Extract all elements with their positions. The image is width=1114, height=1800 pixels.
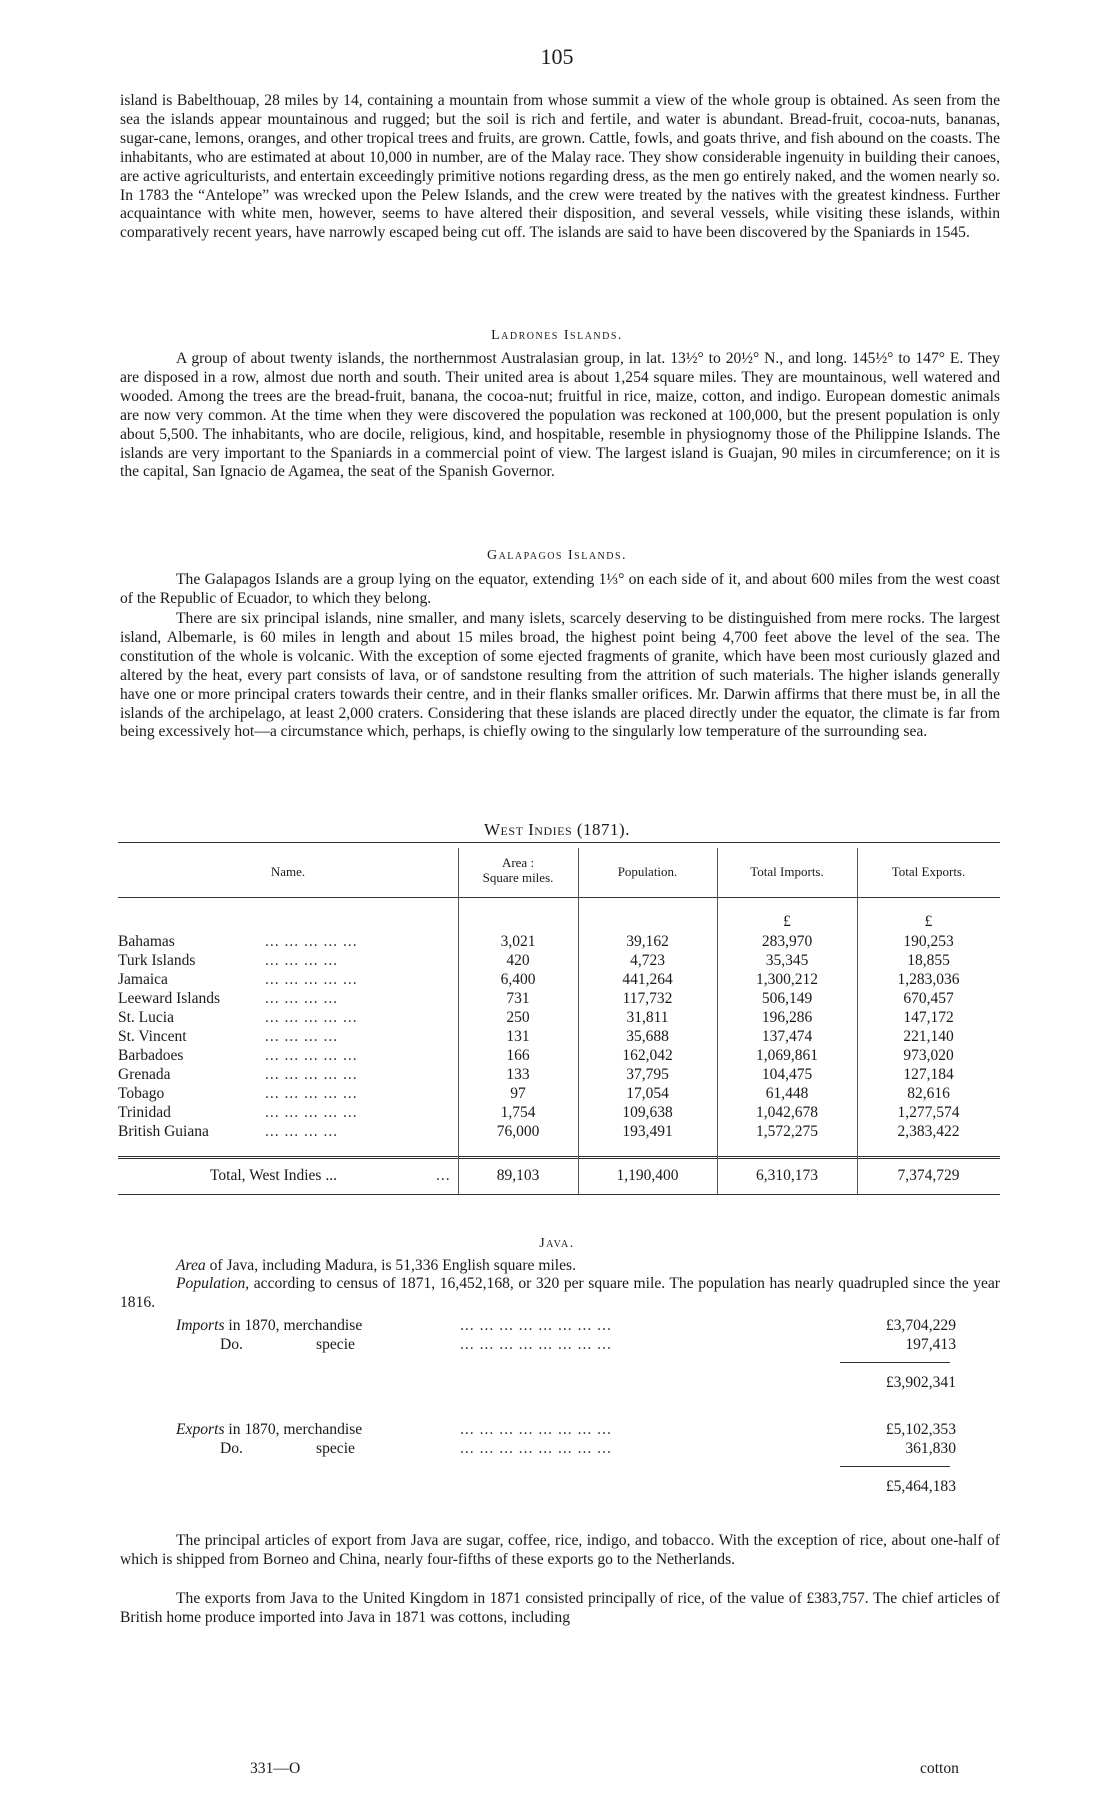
row-area: 76,000 [496, 1123, 540, 1140]
row-name: Barbadoes [118, 1047, 184, 1064]
leader-dots: ... ... ... ... ... ... ... ... [460, 1421, 612, 1438]
java-paragraph-1: The principal articles of export from Java are sugar, coffee, rice, indigo, and tobacco. With the exception of rice, about one-half of which is shipped from Borneo and China, nearly four-fifths of these exports go to the Netherlands. [120, 1532, 1000, 1568]
row-population: 193,491 [622, 1123, 673, 1140]
row-name: Tobago [118, 1085, 165, 1102]
header-population: Population. [617, 864, 678, 879]
row-imports: 1,069,861 [756, 1047, 818, 1064]
row-imports: 61,448 [765, 1085, 809, 1102]
table-header-rule [118, 897, 1000, 898]
java-exports-specie-amount: 361,830 [905, 1440, 956, 1457]
ladrones-heading: Ladrones Islands. [491, 328, 623, 343]
header-imports: Total Imports. [750, 864, 824, 879]
leader-dots: ... ... ... ... ... [265, 933, 358, 950]
row-name: Trinidad [118, 1104, 171, 1121]
row-imports: 506,149 [761, 990, 813, 1007]
row-name: St. Vincent [118, 1028, 187, 1045]
row-name: British Guiana [118, 1123, 209, 1140]
total-exports: 7,374,729 [897, 1167, 960, 1184]
row-population: 37,795 [626, 1066, 669, 1083]
row-population: 117,732 [622, 990, 673, 1007]
row-area: 3,021 [500, 933, 536, 950]
table-top-rule [118, 842, 1000, 843]
total-dots: ... [436, 1167, 451, 1184]
galapagos-heading: Galapagos Islands. [486, 548, 628, 563]
row-area: 133 [506, 1066, 530, 1083]
ladrones-paragraph: A group of about twenty islands, the northernmost Australasian group, in lat. 13½° to 20½° N., and long. 145½° to 147° E. They are disposed in a row, almost due north and south. Their united area is about 1,254 square miles. They are mountainous, well watered and wooded. Among the trees are the bread-fruit, banana, the cocoa-nut; fruitful in rice, maize, cotton, and indigo. European domestic animals are now very common. At the time when they were discovered the population was reckoned at 100,000, but the present population is only about 5,500. The inhabitants, who are docile, religious, kind, and hospitable, resemble in physiognomy those of the Philippine Islands. The islands are very important to the Spaniards in a commercial point of view. The largest island is Guajan, 90 miles in circumference; on it is the capital, San Ignacio de Agamea, the seat of the Spanish Governor. [120, 350, 1000, 481]
row-exports: 670,457 [903, 990, 954, 1007]
row-imports: 137,474 [761, 1028, 813, 1045]
java-imports-do: Do. [220, 1336, 243, 1353]
row-name: St. Lucia [118, 1009, 174, 1026]
leader-dots: ... ... ... ... ... ... ... ... [460, 1336, 612, 1353]
row-area: 1,754 [500, 1104, 536, 1121]
java-area-text: of Java, including Madura, is 51,336 English square miles. [205, 1257, 577, 1274]
java-area-label: Area [176, 1257, 206, 1274]
row-imports: 35,345 [765, 952, 809, 969]
row-population: 35,688 [626, 1028, 669, 1045]
java-heading: Java. [539, 1236, 575, 1251]
exports-currency: £ [924, 913, 933, 930]
leader-dots: ... ... ... ... ... [265, 1066, 358, 1083]
leader-dots: ... ... ... ... ... [265, 1047, 358, 1064]
java-exports-do: Do. [220, 1440, 243, 1457]
row-exports: 82,616 [907, 1085, 950, 1102]
java-paragraph-2: The exports from Java to the United Kingdom in 1871 consisted principally of rice, of the value of £383,757. The chief articles of British home produce imported into Java in 1871 was cottons, including [120, 1590, 1000, 1626]
row-exports: 1,283,036 [897, 971, 960, 988]
row-population: 31,811 [626, 1009, 669, 1026]
row-exports: 190,253 [903, 933, 954, 950]
leader-dots: ... ... ... ... [265, 1123, 339, 1140]
java-exports-merch-amount: £5,102,353 [885, 1421, 956, 1438]
row-exports: 127,184 [903, 1066, 954, 1083]
java-imports-label: Imports [176, 1317, 225, 1334]
header-exports: Total Exports. [891, 864, 966, 879]
row-exports: 2,383,422 [897, 1123, 960, 1140]
row-area: 166 [506, 1047, 530, 1064]
row-name: Jamaica [118, 971, 168, 988]
leader-dots: ... ... ... ... ... [265, 1104, 358, 1121]
exports-sum-rule [840, 1466, 950, 1467]
leader-dots: ... ... ... ... [265, 990, 339, 1007]
header-area-line1: Area : [501, 855, 535, 870]
row-exports: 973,020 [903, 1047, 954, 1064]
row-name: Bahamas [118, 933, 175, 950]
leader-dots: ... ... ... ... ... [265, 1009, 358, 1026]
total-area: 89,103 [496, 1167, 540, 1184]
table-total-rule [118, 1156, 1000, 1159]
row-area: 97 [510, 1085, 526, 1102]
java-population-text: according to census of 1871, 16,452,168, or 320 per square mile. The population has nearly quadrupled since the year 1816. [120, 1275, 1000, 1311]
catchword: cotton [920, 1760, 959, 1777]
row-population: 4,723 [630, 952, 665, 969]
row-imports: 196,286 [761, 1009, 813, 1026]
row-name: Turk Islands [118, 952, 196, 969]
row-imports: 104,475 [761, 1066, 813, 1083]
leader-dots: ... ... ... ... [265, 952, 339, 969]
total-population: 1,190,400 [616, 1167, 679, 1184]
total-label: Total, West Indies ... [210, 1167, 337, 1184]
java-imports-total: £3,902,341 [885, 1374, 956, 1391]
header-name: Name. [270, 864, 306, 879]
row-population: 39,162 [626, 933, 669, 950]
row-area: 420 [506, 952, 530, 969]
west-indies-title: West Indies (1871). [484, 820, 630, 839]
page-number: 105 [540, 44, 574, 69]
row-name: Leeward Islands [118, 990, 220, 1007]
row-area: 250 [506, 1009, 530, 1026]
java-exports-merch-text: in 1870, merchandise [224, 1421, 363, 1438]
row-imports: 1,300,212 [756, 971, 818, 988]
row-area: 731 [506, 990, 530, 1007]
java-exports-total: £5,464,183 [885, 1478, 956, 1495]
total-imports: 6,310,173 [756, 1167, 818, 1184]
signature-mark: 331—O [250, 1760, 301, 1777]
row-imports: 1,042,678 [756, 1104, 818, 1121]
java-exports-label: Exports [176, 1421, 225, 1438]
row-population: 109,638 [622, 1104, 673, 1121]
row-population: 441,264 [622, 971, 673, 988]
java-population [120, 1275, 1000, 1313]
row-imports: 1,572,275 [756, 1123, 818, 1140]
row-exports: 147,172 [903, 1009, 954, 1026]
row-exports: 1,277,574 [897, 1104, 960, 1121]
table-bottom-rule [118, 1194, 1000, 1195]
header-area-line2: Square miles. [482, 870, 554, 885]
imports-sum-rule [840, 1362, 950, 1363]
leader-dots: ... ... ... ... [265, 1028, 339, 1045]
java-imports-merch-amount: £3,704,229 [885, 1317, 956, 1334]
row-exports: 221,140 [903, 1028, 954, 1045]
row-imports: 283,970 [761, 933, 813, 950]
java-imports-specie-amount: 197,413 [905, 1336, 956, 1353]
row-area: 131 [506, 1028, 530, 1045]
imports-currency: £ [783, 913, 791, 930]
java-imports-merch-text: in 1870, merchandise [224, 1317, 363, 1334]
row-name: Grenada [118, 1066, 171, 1083]
leader-dots: ... ... ... ... ... ... ... ... [460, 1317, 612, 1334]
galapagos-paragraph-1: The Galapagos Islands are a group lying on the equator, extending 1⅓° on each side of it, and about 600 miles from the west coast of the Republic of Ecuador, to which they belong. [120, 571, 1000, 607]
leader-dots: ... ... ... ... ... [265, 971, 358, 988]
java-imports-specie-text: specie [316, 1336, 355, 1353]
galapagos-paragraph-2: There are six principal islands, nine smaller, and many islets, scarcely deserving to be distinguished from mere rocks. The largest island, Albemarle, is 60 miles in length and about 15 miles broad, the highest point being 4,700 feet above the level of the sea. The constitution of the whole is volcanic. With the exception of some ejected fragments of granite, which have been most curiously glazed and altered by the heat, every part consists of lava, or of sandstone resulting from the attrition of such materials. The higher islands generally have one or more principal craters towards their centre, and in their flanks smaller orifices. Mr. Darwin affirms that there must be, in all the islands of the archipelago, at least 2,000 craters. Considering that these islands are placed directly under the equator, the climate is far from being excessively hot—a circumstance which, perhaps, is chiefly owing to the singularly low temperature of the surrounding sea. [120, 610, 1000, 741]
intro-paragraph: island is Babelthouap, 28 miles by 14, containing a mountain from whose summit a view of the whole group is obtained. As seen from the sea the islands appear mountainous and rugged; but the soil is rich and fertile, and water is abundant. Bread-fruit, cocoa-nuts, bananas, sugar-cane, lemons, oranges, and other tropical trees and fruits, are grown. Cattle, fowls, and goats thrive, and fish abound on the coasts. The inhabitants, who are estimated at about 10,000 in number, are of the Malay race. They show considerable ingenuity in building their canoes, are active agriculturists, and entertain exceedingly primitive notions regarding dress, as the men go entirely naked, and the women nearly so. In 1783 the “Antelope” was wrecked upon the Pelew Islands, and the crew were treated by the natives with the greatest kindness. Further acquaintance with white men, however, seems to have altered their disposition, and several vessels, while visiting these islands, within comparatively recent years, have narrowly escaped being cut off. The islands are said to have been discovered by the Spaniards in 1545. [120, 92, 1000, 242]
row-exports: 18,855 [907, 952, 950, 969]
java-area [120, 1256, 1056, 1275]
row-population: 17,054 [626, 1085, 669, 1102]
leader-dots: ... ... ... ... ... [265, 1085, 358, 1102]
header-area [458, 855, 578, 885]
java-exports-specie-text: specie [316, 1440, 355, 1457]
row-population: 162,042 [622, 1047, 673, 1064]
row-area: 6,400 [500, 971, 536, 988]
leader-dots: ... ... ... ... ... ... ... ... [460, 1440, 612, 1457]
java-population-label: Population, [176, 1275, 250, 1292]
